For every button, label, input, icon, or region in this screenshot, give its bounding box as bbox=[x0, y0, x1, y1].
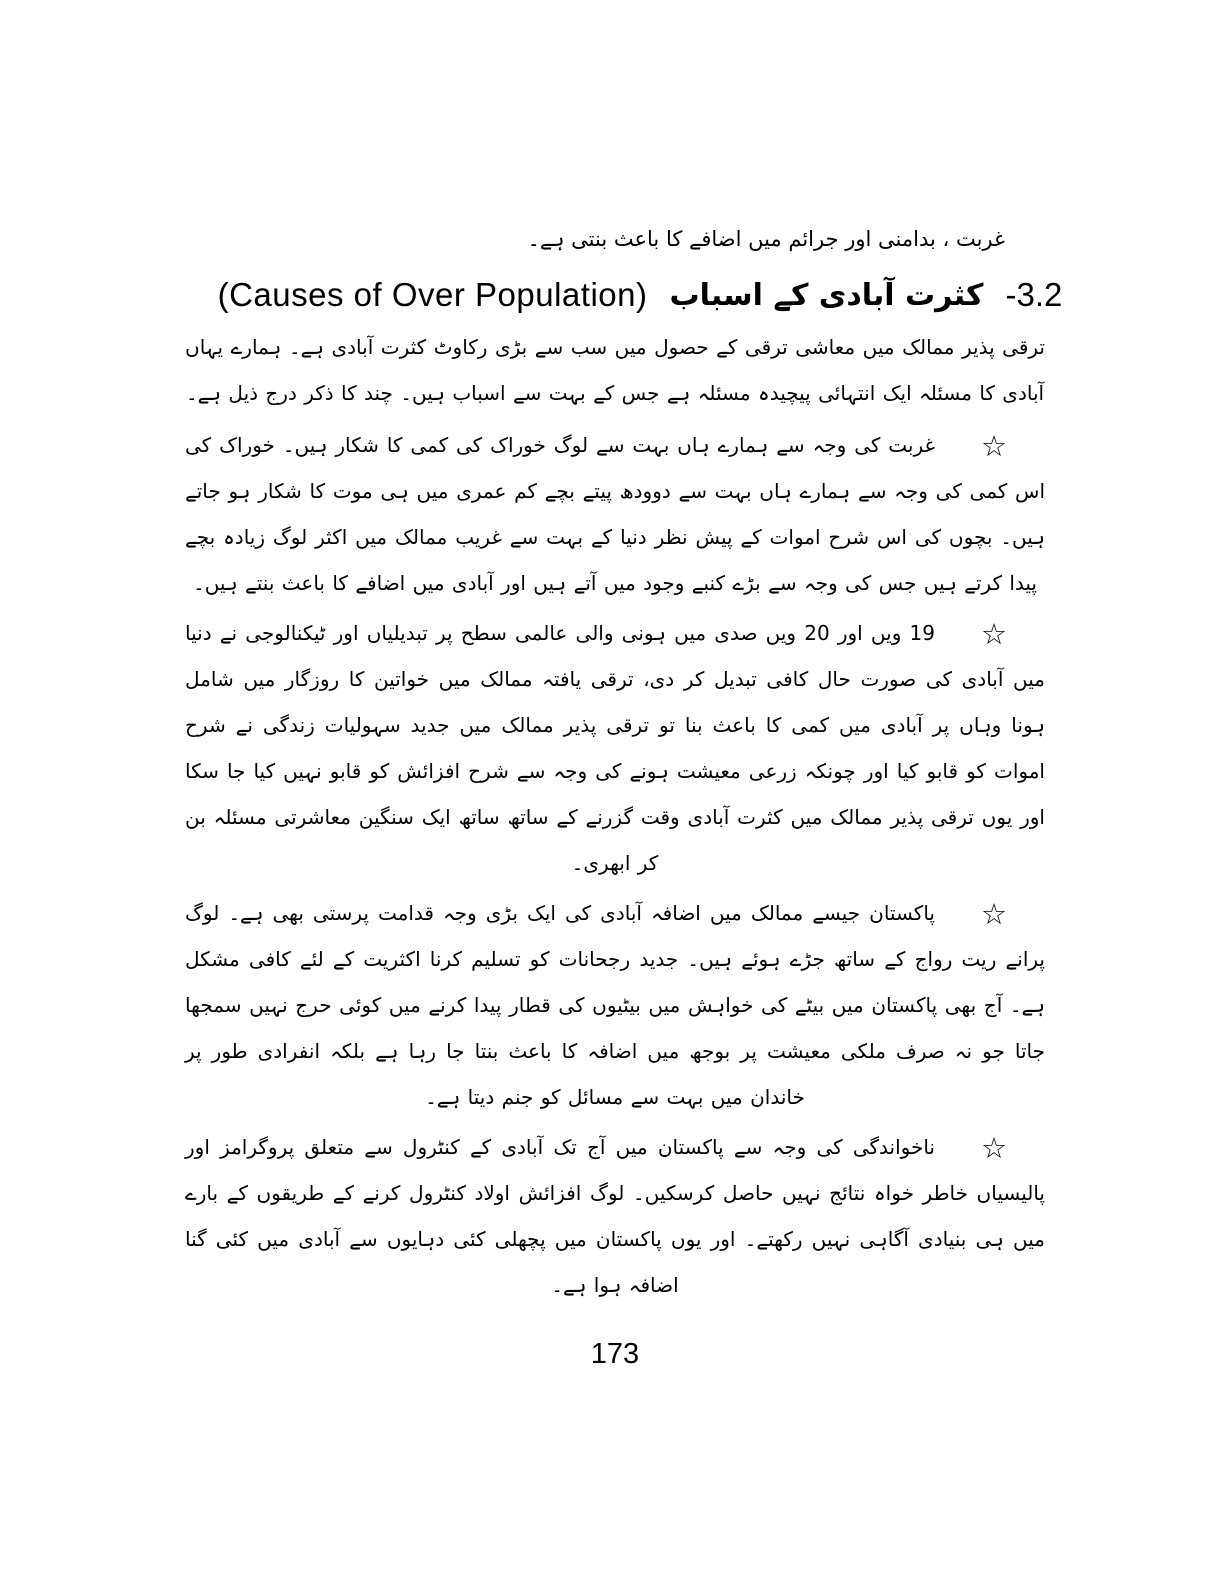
intro-paragraph: ترقی پذیر ممالک میں معاشی ترقی کے حصول میں سب سے بڑی رکاوٹ کثرت آبادی ہے۔ ہمارے یہاں آبادی کا مسئلہ ایک انتہائی پیچیدہ مسئلہ ہے جس کے بہت سے اسباب ہیں۔ چند کا ذکر درج ذیل ہے۔ bbox=[185, 335, 1045, 405]
section-title-english: (Causes of Over Population) bbox=[217, 276, 648, 313]
section-heading bbox=[210, 276, 1070, 314]
bullet-text: 19 ویں اور 20 ویں صدی میں ہونی والی عالمی سطح پر تبدیلیاں اور ٹیکنالوجی نے دنیا میں آبادی کی صورت حال کافی تبدیل کر دی، ترقی یافتہ ممالک میں خواتین کا روزگار میں شامل ہونا وہاں پر آبادی میں کمی کا باعث بنا تو ترقی پذیر ممالک میں جدید سہولیات زندگی نے شرح اموات کو قابو کیا اور چونکہ زرعی معیشت ہونے کی وجہ سے شرح افزائش کو قابو نہیں کیا جا سکا اور یوں ترقی پذیر ممالک میں کثرت آبادی وقت گزرنے کے ساتھ ساتھ ایک سنگین معاشرتی مسئلہ بن کر ابھری۔ bbox=[185, 621, 1045, 875]
section-title-urdu: کثرت آبادی کے اسباب bbox=[669, 277, 984, 313]
bullet-list bbox=[185, 422, 1045, 1308]
star-outline-icon: ☆ bbox=[981, 429, 1007, 463]
star-outline-icon: ☆ bbox=[981, 897, 1007, 931]
bullet-text: پاکستان جیسے ممالک میں اضافہ آبادی کی ایک بڑی وجہ قدامت پرستی بھی ہے۔ لوگ پرانے ریت رواج کے ساتھ جڑے ہوئے ہیں۔ جدید رجحانات کو تسلیم کرنا اکثریت کے لئے کافی مشکل ہے۔ آج بھی پاکستان میں بیٹے کی خواہش میں بیٹیوں کی قطار پیدا کرنے میں کوئی حرج نہیں سمجھا جاتا جو نہ صرف ملکی معیشت پر بوجھ میں اضافہ کا باعث بنتا جا رہا ہے بلکہ انفرادی طور پر خاندان میں بہت سے مسائل کو جنم دیتا ہے۔ bbox=[185, 901, 1045, 1109]
continuation-paragraph: غربت ، بدامنی اور جرائم میں اضافے کا باعث بنتی ہے۔ bbox=[527, 227, 1005, 251]
bullet-item bbox=[185, 890, 1045, 1120]
bullet-text: غربت کی وجہ سے ہمارے ہاں بہت سے لوگ خوراک کی کمی کا شکار ہیں۔ خوراک کی اس کمی کی وجہ سے ہمارے ہاں بہت سے دوودھ پیتے بچے کم عمری میں ہی موت کا شکار ہو جاتے ہیں۔ بچوں کی اس شرح اموات کے پیش نظر دنیا کے بہت سے غریب ممالک میں اکثر لوگ زیادہ بچے پیدا کرتے ہیں جس کی وجہ سے بڑے کنبے وجود میں آتے ہیں اور آبادی میں اضافے کا باعث بنتے ہیں۔ bbox=[185, 433, 1045, 595]
section-number: -3.2 bbox=[1005, 276, 1063, 313]
bullet-item bbox=[185, 610, 1045, 886]
bullet-text: ناخواندگی کی وجہ سے پاکستان میں آج تک آبادی کے کنٹرول سے متعلق پروگرامز اور پالیسیاں خاطر خواہ نتائج نہیں حاصل کرسکیں۔ لوگ افزائش اولاد کنٹرول کرنے کے طریقوں کے بارے میں ہی بنیادی آگاہی نہیں رکھتے۔ اور یوں پاکستان میں پچھلی کئی دہایوں سے آبادی میں کئی گنا اضافہ ہوا ہے۔ bbox=[185, 1135, 1045, 1297]
star-outline-icon: ☆ bbox=[981, 1131, 1007, 1165]
star-outline-icon: ☆ bbox=[981, 617, 1007, 651]
bullet-item bbox=[185, 422, 1045, 606]
bullet-item bbox=[185, 1124, 1045, 1308]
page-number: 173 bbox=[590, 1338, 640, 1370]
